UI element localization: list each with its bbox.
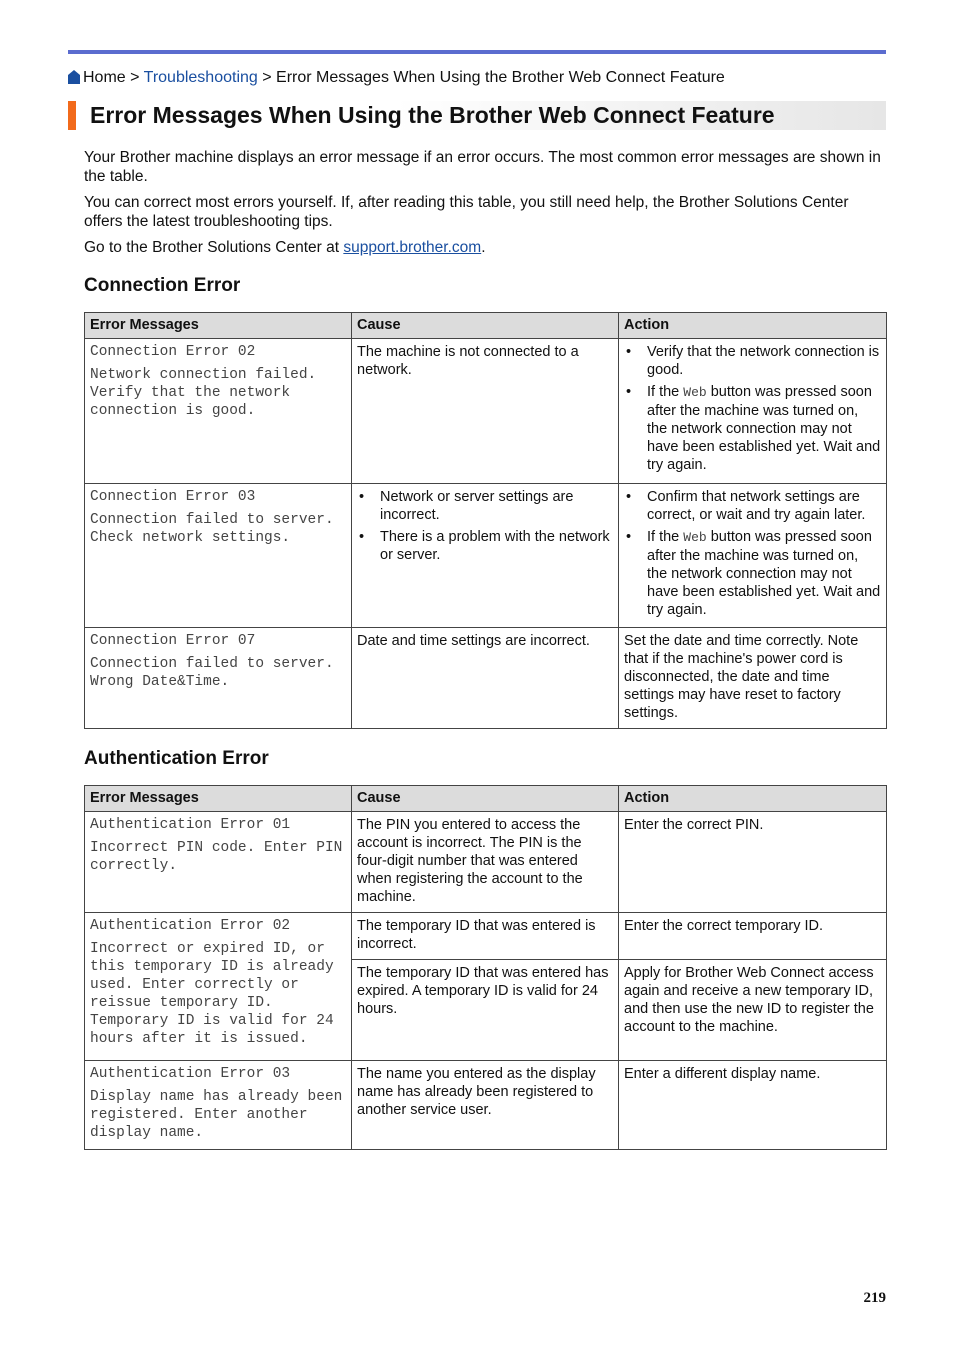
table-row <box>85 339 887 484</box>
cause-cell: The temporary ID that was entered has expired. A temporary ID is valid for 24 hours. <box>352 960 619 1061</box>
error-message-cell <box>85 339 352 484</box>
breadcrumb-separator: > <box>125 69 144 86</box>
intro-p3-suffix: . <box>481 239 486 256</box>
error-code: Connection Error 02 <box>90 344 256 360</box>
action-text: If the <box>647 529 684 545</box>
error-code: Authentication Error 01 <box>90 817 291 833</box>
authentication-error-heading: Authentication Error <box>84 748 269 769</box>
action-text: button was pressed soon after the machine was turned on, the network connection may not have been established yet. Wait and try again. <box>647 529 881 618</box>
table-row <box>85 484 887 628</box>
error-code: Connection Error 03 <box>90 489 256 505</box>
page-title: Error Messages When Using the Brother Web Connect Feature <box>90 102 775 128</box>
cause-cell: Date and time settings are incorrect. <box>352 628 619 729</box>
table-row <box>85 913 887 960</box>
action-list <box>624 343 881 474</box>
cause-cell: The name you entered as the display name has already been registered to another service user. <box>352 1061 619 1150</box>
error-message-cell <box>85 812 352 913</box>
title-accent <box>68 101 76 130</box>
action-list <box>624 488 881 619</box>
web-button-label: Web <box>683 530 707 545</box>
breadcrumb <box>68 68 725 90</box>
action-cell: Enter the correct temporary ID. <box>619 913 887 960</box>
action-cell: Enter the correct PIN. <box>619 812 887 913</box>
error-text: Incorrect PIN code. Enter PIN correctly. <box>90 840 343 874</box>
page-title-bar <box>68 101 886 130</box>
column-header-action: Action <box>619 786 887 812</box>
list-item: • Confirm that network settings are correct, or wait and try again later. <box>624 488 881 524</box>
intro-paragraph-2: You can correct most errors yourself. If, after reading this table, you still need help, the Brother Solutions Center offers the latest troubleshooting tips. <box>84 194 849 230</box>
cause-cell: The PIN you entered to access the account is incorrect. The PIN is the four-digit number that was entered when registering the account to the machine. <box>352 812 619 913</box>
column-header-cause: Cause <box>352 313 619 339</box>
action-cell <box>619 484 887 628</box>
cause-list <box>357 488 613 564</box>
page-number: 219 <box>863 1290 886 1306</box>
top-rule <box>68 50 886 54</box>
action-cell: Set the date and time correctly. Note that if the machine's power cord is disconnected, the date and time settings may have reset to factory settings. <box>619 628 887 729</box>
table-row <box>85 628 887 729</box>
error-text: Connection failed to server. Wrong Date&Time. <box>90 656 334 690</box>
list-item <box>624 383 881 474</box>
home-icon <box>68 70 80 90</box>
support-link[interactable]: support.brother.com <box>343 239 482 256</box>
intro-paragraph-1: Your Brother machine displays an error message if an error occurs. The most common error messages are shown in the table. <box>84 149 881 185</box>
action-text: button was pressed soon after the machine was turned on, the network connection may not have been established yet. Wait and try again. <box>647 384 881 473</box>
cause-cell: The temporary ID that was entered is incorrect. <box>352 913 619 960</box>
column-header-cause: Cause <box>352 786 619 812</box>
column-header-action: Action <box>619 313 887 339</box>
error-text: Incorrect or expired ID, or this temporary ID is already used. Enter correctly or reissue temporary ID. Temporary ID is valid for 24 hours after it is issued. <box>90 941 334 1047</box>
list-item: • There is a problem with the network or server. <box>357 528 613 564</box>
breadcrumb-separator: > <box>257 69 277 86</box>
action-cell: Apply for Brother Web Connect access again and receive a new temporary ID, and then use the new ID to register the account to the machine. <box>619 960 887 1061</box>
error-text: Display name has already been registered. Enter another display name. <box>90 1089 343 1141</box>
web-button-label: Web <box>683 385 707 400</box>
column-header-messages: Error Messages <box>85 786 352 812</box>
list-item: • Verify that the network connection is good. <box>624 343 881 379</box>
connection-error-table <box>84 312 887 729</box>
action-cell <box>619 339 887 484</box>
error-text: Connection failed to server. Check network settings. <box>90 512 334 546</box>
table-row <box>85 1061 887 1150</box>
authentication-error-table <box>84 785 887 1150</box>
error-code: Authentication Error 02 <box>90 918 291 934</box>
action-cell: Enter a different display name. <box>619 1061 887 1150</box>
list-item: • Network or server settings are incorrect. <box>357 488 613 524</box>
error-message-cell <box>85 1061 352 1150</box>
breadcrumb-current: Error Messages When Using the Brother Web Connect Feature <box>276 69 725 86</box>
error-message-cell <box>85 913 352 1061</box>
column-header-messages: Error Messages <box>85 313 352 339</box>
list-item <box>624 528 881 619</box>
error-code: Connection Error 07 <box>90 633 256 649</box>
error-message-cell <box>85 628 352 729</box>
error-code: Authentication Error 03 <box>90 1066 291 1082</box>
intro-paragraph-3 <box>84 238 884 257</box>
action-text: If the <box>647 384 684 400</box>
table-header-row <box>85 786 887 812</box>
table-header-row <box>85 313 887 339</box>
table-row <box>85 812 887 913</box>
breadcrumb-troubleshooting-link[interactable]: Troubleshooting <box>143 69 258 86</box>
cause-cell <box>352 484 619 628</box>
cause-cell: The machine is not connected to a network. <box>352 339 619 484</box>
connection-error-heading: Connection Error <box>84 275 241 296</box>
error-message-cell <box>85 484 352 628</box>
intro-p3-prefix: Go to the Brother Solutions Center at <box>84 239 344 256</box>
error-text: Network connection failed. Verify that the network connection is good. <box>90 367 317 419</box>
breadcrumb-home[interactable]: Home <box>83 69 126 86</box>
